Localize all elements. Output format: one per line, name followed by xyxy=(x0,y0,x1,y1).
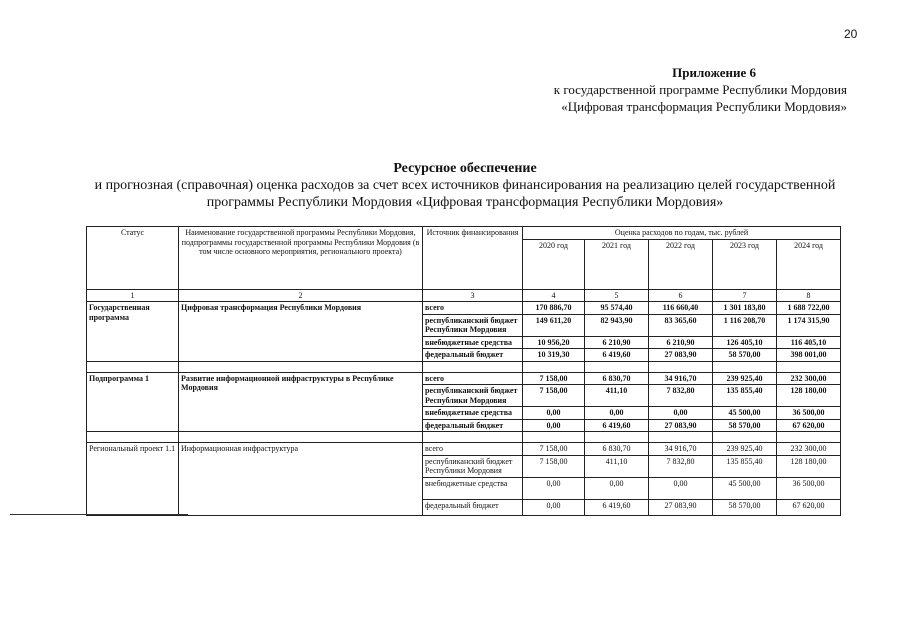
resource-table xyxy=(86,226,841,516)
row-value: 135 855,40 xyxy=(713,385,777,407)
header-estimate: Оценка расходов по годам, тыс. рублей xyxy=(523,227,841,240)
row-value: 58 570,00 xyxy=(713,419,777,432)
row-name: Цифровая трансформация Республики Мордовия xyxy=(179,302,423,362)
column-number: 1 xyxy=(87,289,179,302)
header-name: Наименование государственной программы Республики Мордовия, подпрограммы государственной программы Республики Мордовия (в том числе основного мероприятия, регионального проекта) xyxy=(179,227,423,290)
table-row xyxy=(87,443,841,456)
row-source: всего xyxy=(423,372,523,385)
scan-artifact-line xyxy=(10,514,188,515)
row-value: 0,00 xyxy=(649,477,713,499)
row-value: 6 830,70 xyxy=(585,443,649,456)
row-name: Развитие информационной инфраструктуры в Республике Мордовия xyxy=(179,372,423,432)
row-source: республиканский бюджет Республики Мордовия xyxy=(423,455,523,477)
table-header-row xyxy=(87,227,841,240)
table-spacer-row xyxy=(87,361,841,372)
column-number: 8 xyxy=(777,289,841,302)
row-value: 7 832,80 xyxy=(649,455,713,477)
row-value: 0,00 xyxy=(523,407,585,420)
row-value: 34 916,70 xyxy=(649,443,713,456)
row-source: внебюджетные средства xyxy=(423,336,523,349)
row-value: 34 916,70 xyxy=(649,372,713,385)
row-value: 0,00 xyxy=(585,407,649,420)
row-value: 128 180,00 xyxy=(777,385,841,407)
row-value: 116 405,10 xyxy=(777,336,841,349)
heading-title: Ресурсное обеспечение xyxy=(393,161,537,176)
row-value: 36 500,00 xyxy=(777,407,841,420)
header-year: 2022 год xyxy=(649,239,713,289)
appendix-line-2: «Цифровая трансформация Республики Мордовия» xyxy=(561,99,847,114)
row-value: 6 419,60 xyxy=(585,419,649,432)
header-year: 2021 год xyxy=(585,239,649,289)
row-value: 95 574,40 xyxy=(585,302,649,315)
row-value: 27 083,90 xyxy=(649,499,713,515)
column-number-row xyxy=(87,289,841,302)
row-value: 398 001,00 xyxy=(777,349,841,362)
row-source: федеральный бюджет xyxy=(423,419,523,432)
row-value: 149 611,20 xyxy=(523,314,585,336)
row-source: внебюджетные средства xyxy=(423,407,523,420)
row-value: 1 688 722,00 xyxy=(777,302,841,315)
table-row xyxy=(87,302,841,315)
row-name: Информационная инфраструктура xyxy=(179,443,423,516)
row-value: 7 158,00 xyxy=(523,455,585,477)
row-value: 7 158,00 xyxy=(523,372,585,385)
heading-line-1: и прогнозная (справочная) оценка расходов за счет всех источников финансирования на реализацию целей государственной xyxy=(94,178,836,193)
header-source: Источник финансирования xyxy=(423,227,523,290)
row-value: 116 660,40 xyxy=(649,302,713,315)
column-number: 2 xyxy=(179,289,423,302)
row-value: 7 832,80 xyxy=(649,385,713,407)
row-value: 6 210,90 xyxy=(649,336,713,349)
row-value: 170 886,70 xyxy=(523,302,585,315)
row-source: всего xyxy=(423,443,523,456)
column-number: 3 xyxy=(423,289,523,302)
column-number: 7 xyxy=(713,289,777,302)
header-status: Статус xyxy=(87,227,179,290)
row-source: республиканский бюджет Республики Мордовия xyxy=(423,385,523,407)
appendix-line-1: к государственной программе Республики Мордовия xyxy=(553,82,847,97)
row-value: 1 301 183,80 xyxy=(713,302,777,315)
row-value: 232 300,00 xyxy=(777,443,841,456)
row-source: всего xyxy=(423,302,523,315)
row-value: 6 210,90 xyxy=(585,336,649,349)
appendix-block xyxy=(447,64,847,115)
heading-line-2: программы Республики Мордовия «Цифровая трансформация Республики Мордовия» xyxy=(206,195,724,210)
row-source: республиканский бюджет Республики Мордовия xyxy=(423,314,523,336)
row-value: 82 943,90 xyxy=(585,314,649,336)
row-value: 67 620,00 xyxy=(777,499,841,515)
row-value: 6 419,60 xyxy=(585,499,649,515)
row-source: федеральный бюджет xyxy=(423,499,523,515)
row-value: 0,00 xyxy=(523,477,585,499)
row-value: 45 500,00 xyxy=(713,407,777,420)
row-value: 27 083,90 xyxy=(649,419,713,432)
row-value: 126 405,10 xyxy=(713,336,777,349)
row-value: 0,00 xyxy=(585,477,649,499)
row-value: 67 620,00 xyxy=(777,419,841,432)
header-year: 2024 год xyxy=(777,239,841,289)
row-value: 411,10 xyxy=(585,385,649,407)
row-value: 128 180,00 xyxy=(777,455,841,477)
row-value: 6 830,70 xyxy=(585,372,649,385)
row-value: 0,00 xyxy=(523,419,585,432)
column-number: 4 xyxy=(523,289,585,302)
row-value: 6 419,60 xyxy=(585,349,649,362)
row-value: 0,00 xyxy=(523,499,585,515)
row-value: 411,10 xyxy=(585,455,649,477)
row-value: 1 116 208,70 xyxy=(713,314,777,336)
column-number: 5 xyxy=(585,289,649,302)
row-value: 83 365,60 xyxy=(649,314,713,336)
table-row xyxy=(87,372,841,385)
row-value: 45 500,00 xyxy=(713,477,777,499)
header-year: 2020 год xyxy=(523,239,585,289)
row-status: Подпрограмма 1 xyxy=(87,372,179,432)
table-spacer-row xyxy=(87,432,841,443)
row-value: 58 570,00 xyxy=(713,349,777,362)
row-value: 10 956,20 xyxy=(523,336,585,349)
row-value: 239 925,40 xyxy=(713,372,777,385)
header-year: 2023 год xyxy=(713,239,777,289)
row-status: Региональный проект 1.1 xyxy=(87,443,179,516)
row-value: 135 855,40 xyxy=(713,455,777,477)
row-value: 1 174 315,90 xyxy=(777,314,841,336)
row-value: 10 319,30 xyxy=(523,349,585,362)
row-value: 7 158,00 xyxy=(523,385,585,407)
document-heading xyxy=(80,160,850,211)
row-source: внебюджетные средства xyxy=(423,477,523,499)
appendix-title: Приложение 6 xyxy=(672,65,756,80)
column-number: 6 xyxy=(649,289,713,302)
row-value: 7 158,00 xyxy=(523,443,585,456)
row-value: 232 300,00 xyxy=(777,372,841,385)
row-status: Государственная программа xyxy=(87,302,179,362)
row-value: 27 083,90 xyxy=(649,349,713,362)
row-value: 239 925,40 xyxy=(713,443,777,456)
row-value: 36 500,00 xyxy=(777,477,841,499)
page-number: 20 xyxy=(844,27,858,41)
row-value: 58 570,00 xyxy=(713,499,777,515)
row-value: 0,00 xyxy=(649,407,713,420)
row-source: федеральный бюджет xyxy=(423,349,523,362)
